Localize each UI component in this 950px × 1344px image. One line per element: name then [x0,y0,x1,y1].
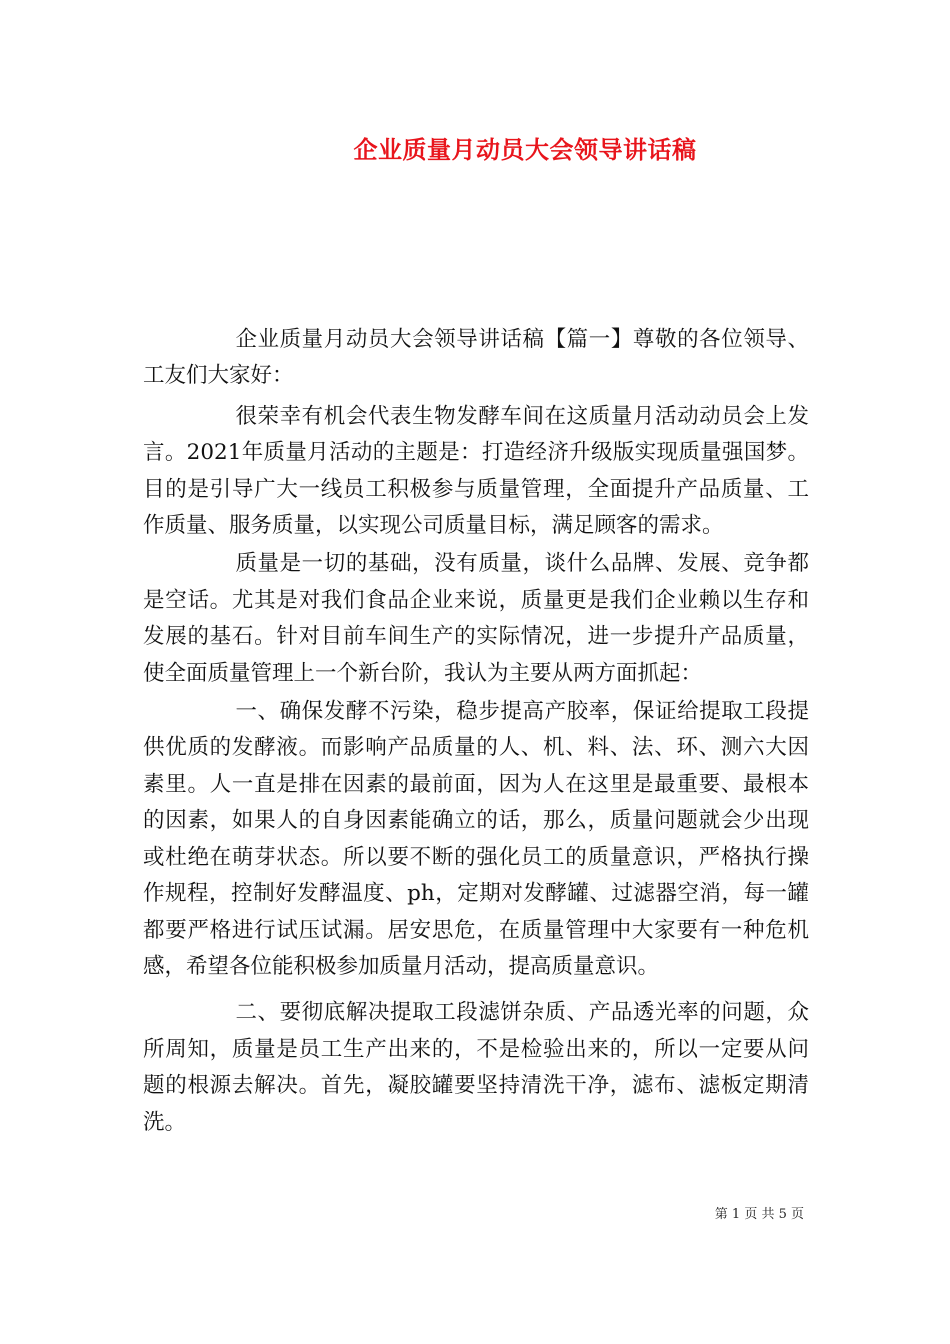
paragraph-quality-basis: 质量是一切的基础，没有质量，谈什么品牌、发展、竞争都是空话。尤其是对我们食品企业来说，质量更是我们企业赖以生存和发展的基石。针对目前车间生产的实际情况，进一步提升产品质量，使全面质量管理上一个新台阶，我认为主要从两方面抓起： [143,551,809,686]
document-body [143,322,809,1141]
paragraph-greeting: 企业质量月动员大会领导讲话稿【篇一】尊敬的各位领导、工友们大家好： [143,327,809,389]
document-title: 企业质量月动员大会领导讲话稿 [353,135,697,164]
paragraph-point-two: 二、要彻底解决提取工段滤饼杂质、产品透光率的问题，众所周知，质量是员工生产出来的，不是检验出来的，所以一定要从问题的根源去解决。首先，凝胶罐要坚持清洗干净，滤布、滤板定期清洗。 [143,1000,809,1135]
paragraph-intro: 很荣幸有机会代表生物发酵车间在这质量月活动动员会上发言。2021年质量月活动的主题是：打造经济升级版实现质量强国梦。目的是引导广大一线员工积极参与质量管理，全面提升产品质量、工作质量、服务质量，以实现公司质量目标，满足顾客的需求。 [143,403,809,539]
page-number-footer: 第 1 页 共 5 页 [714,1207,804,1222]
paragraph-point-one: 一、确保发酵不污染，稳步提高产胶率，保证给提取工段提供优质的发酵液。而影响产品质量的人、机、料、法、环、测六大因素里。人一直是排在因素的最前面，因为人在这里是最重要、最根本的因素，如果人的自身因素能确立的话，那么，质量问题就会少出现或杜绝在萌芽状态。所以要不断的强化员工的质量意识，严格执行操作规程，控制好发酵温度、ph，定期对发酵罐、过滤器空消，每一罐都要严格进行试压试漏。居安思危，在质量管理中大家要有一种危机感，希望各位能积极参加质量月活动，提高质量意识。 [143,699,809,979]
